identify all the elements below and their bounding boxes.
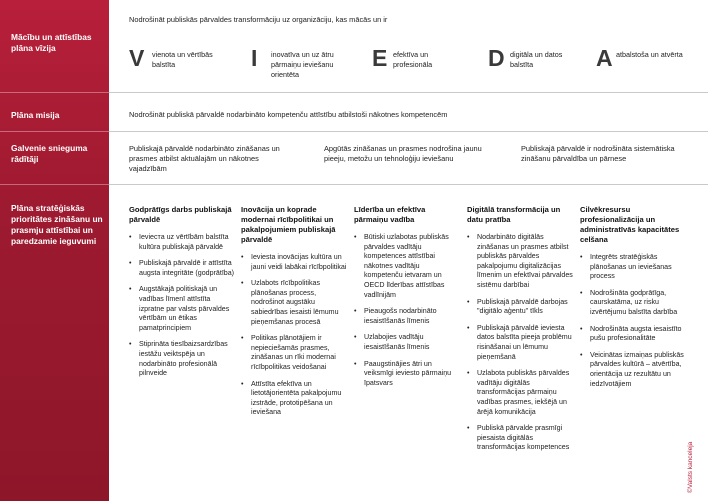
priority-item: • Nodarbināto digitālās zināšanas un prasmes atbilst publiskās pārvaldes pakalpojumu digitalizācijas līmenim un efektīvai pārvaldes sistēmu darbībai (467, 233, 573, 291)
priority-item: • Nodrošināta godprātīga, caurskatāma, uz risku izvērtējumu balstīta darbība (580, 289, 684, 318)
divider (0, 92, 109, 93)
kpi-label: Galvenie snieguma rādītāji (11, 143, 88, 164)
divider (0, 184, 109, 185)
copyright-note: ©Valsts kanceleja (687, 441, 694, 493)
priority-item: • Publiskajā pārvaldē darbojas "digitālo aģentu" tīkls (467, 298, 573, 317)
vision-text-a: atbalstoša un atvērta (616, 50, 683, 59)
priority-item: • Nodrošināta augsta iesaistīto pušu profesionalitāte (580, 325, 684, 344)
priority-item: • Pieaugošs nodarbināto iesaistīšanās līmenis (354, 307, 460, 326)
vision-letter-i: I (251, 45, 258, 71)
priority-item: • Būtiski uzlabotas publiskās pārvaldes vadītāju kompetences attīstībai nākotnes vadītāju kompetenču ietvaram un OECD līderības attīstības vadlīnijām (354, 233, 460, 300)
priority-item: • Paaugstinājies ātri un veiksmīgi ieviesto pārmaiņu īpatsvars (354, 360, 460, 389)
priority-item: • Attīstīta efektīva un lietotājorientēta pakalpojumu izstrāde, prototipēšana un ieviešana (241, 380, 347, 418)
divider (109, 131, 708, 132)
priority-item: • Publiskā pārvalde prasmīgi piesaista digitālās transformācijas kompetences (467, 424, 573, 453)
vision-text-v: vienota un vērtībās balstīta (152, 50, 213, 69)
priority-item: • Veicinātas izmaiņas publiskās pārvaldes kultūrā – atvērtība, orientācija uz rezultātu un iedzīvotājiem (580, 351, 684, 389)
label-column (0, 0, 109, 501)
kpi-item: Apgūtās zināšanas un prasmes nodrošina jaunu pieeju, metožu un tehnoloģiju ieviešanu (324, 144, 482, 163)
priority-title: Inovācija un koprade modernai rīcībpolitikai un pakalpojumiem publiskajā pārvaldē (241, 205, 336, 244)
priority-item: • Publiskajā pārvaldē ieviesta datos balstīta pieeja problēmu risināšanai un lēmumu pieņemšanā (467, 324, 573, 362)
priority-title: Cilvēkresursu profesionalizācija un administratīvās kapacitātes celšana (580, 205, 680, 244)
vision-text-i: inovatīva un uz ātru pārmaiņu ieviešanu orientēta (271, 50, 334, 79)
vision-statement: Nodrošināt publiskās pārvaldes transformāciju uz organizāciju, kas mācās un ir (129, 15, 388, 24)
kpi-item: Publiskajā pārvaldē ir nodrošināta sistemātiska zināšanu pārvaldība un pārnese (521, 144, 675, 163)
divider (109, 184, 708, 185)
divider (109, 92, 708, 93)
priority-column (129, 205, 235, 386)
priority-title: Līderība un efektīva pārmaiņu vadība (354, 205, 426, 224)
priority-item: • Politikas plānotājiem ir nepieciešamās prasmes, zināšanas un rīki modernai rīcībpolitikas veidošanai (241, 334, 347, 372)
kpi-item: Publiskajā pārvaldē nodarbināto zināšanas un prasmes atbilst aktuālajām un nākotnes vajadzībām (129, 144, 280, 173)
vision-text-d: digitāla un datos balstīta (510, 50, 563, 69)
vision-letter-d: D (488, 45, 505, 71)
priority-item: • Uzlabojies vadītāju iesaistīšanās līmenis (354, 333, 460, 352)
priority-column (580, 205, 684, 396)
priority-title: Godprātīgs darbs publiskajā pārvaldē (129, 205, 232, 224)
priority-item: • Ievieста uz vērtībām balstīta kultūra publiskajā pārvaldē (129, 233, 235, 252)
priority-item: • Stiprināta tiesībaizsardzības iestāžu veiktspēja un nodarbināto profesionālā pilnveide (129, 340, 235, 378)
priority-column (467, 205, 573, 460)
priority-item: • Augstākajā politiskajā un vadības līmenī attīstīta izpratne par valsts pārvaldes vērtībām un ētikas pamatprincipiem (129, 285, 235, 333)
priorities-label: Plāna stratēģiskās prioritātes zināšanu un prasmju attīstībai un paredzamie ieguvumi (11, 203, 103, 246)
priority-column (354, 205, 460, 395)
divider (0, 131, 109, 132)
priority-item: • Uzlabots rīcībpolitikas plānošanas process, nodrošinot augstāku sabiedrības iesaisti lēmumu pieņemšanas procesā (241, 279, 347, 327)
vision-letter-a: A (596, 45, 613, 71)
priority-column (241, 205, 347, 425)
priority-item: • Integrēts stratēģiskās plānošanas un ieviešanas process (580, 253, 684, 282)
priority-item: • Uzlabota publiskās pārvaldes vadītāju digitālās transformācijas pārmaiņu vadības prasmes, iekšējā un ārējā komunikācija (467, 369, 573, 417)
priority-title: Digitālā transformācija un datu pratība (467, 205, 561, 224)
vision-text-e: efektīva un profesionāla (393, 50, 433, 69)
vision-letter-e: E (372, 45, 388, 71)
mission-text: Nodrošināt publiskā pārvaldē nodarbināto kompetenču attīstību atbilstoši nākotnes kompetencēm (129, 110, 448, 119)
priority-item: • Ieviesta inovācijas kultūra un jauni veidi labākai rīcībpolitikai (241, 253, 347, 272)
priority-item: • Publiskajā pārvaldē ir attīstīta augsta integritāte (godprātība) (129, 259, 235, 278)
vision-label: Mācību un attīstības plāna vīzija (11, 32, 92, 53)
vision-letter-v: V (129, 45, 145, 71)
mission-label: Plāna misija (11, 110, 60, 120)
